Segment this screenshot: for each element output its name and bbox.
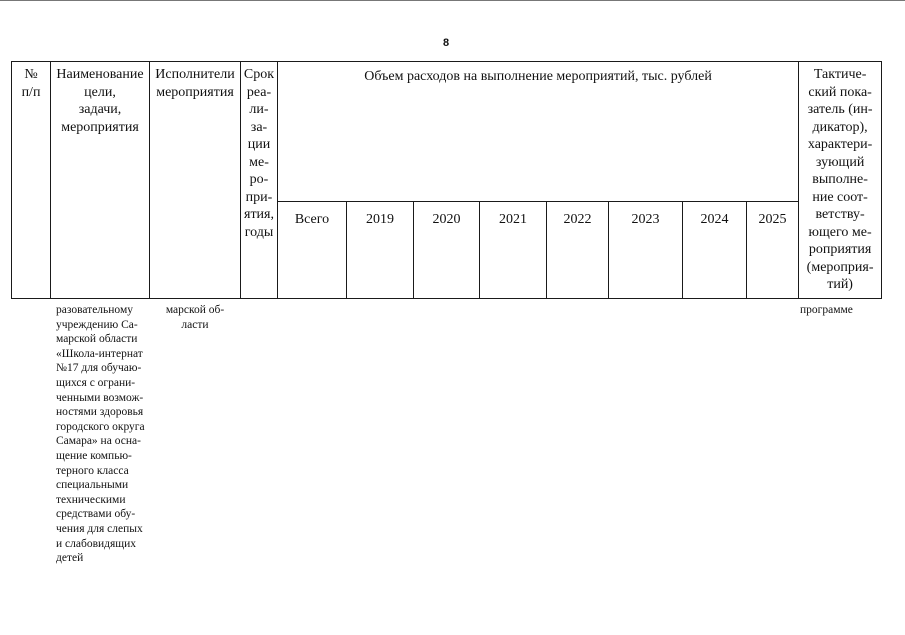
column-expenses-header: [278, 62, 799, 202]
column-total-header: [278, 202, 347, 299]
column-year-2023-label: 2023: [631, 212, 660, 227]
executor-text: марской об- ласти: [165, 304, 225, 331]
column-year-2019-label: 2019: [366, 212, 394, 227]
column-name-header: [51, 62, 150, 299]
column-number-label: № п/п: [21, 67, 41, 100]
column-year-2023-header: [609, 202, 683, 299]
column-total-label: Всего: [294, 212, 330, 227]
column-year-2022-header: [547, 202, 609, 299]
column-executors-label: Исполнители мероприятия: [155, 67, 235, 100]
column-expenses-label: Объем расходов на выполнение мероприятий, тыс. рублей: [364, 69, 712, 84]
column-year-2020-label: 2020: [432, 212, 461, 227]
column-year-2024-label: 2024: [700, 212, 729, 227]
column-number-header: [12, 62, 51, 299]
column-year-2021-label: 2021: [499, 212, 527, 227]
column-indicator-header: [799, 62, 882, 299]
task-description-text: разовательному учреждению Са- марской области «Школа-интернат №17 для обучаю- щихся с ограни- ченными возмож- ностями здоровья городского округа Самара» на осна- щение компью- терного класса специальными техническими средствами обу- чения для слепых и слабовидящих детей: [56, 304, 145, 565]
column-term-header: [241, 62, 278, 299]
program-table-header: [11, 61, 882, 299]
page-number: 8: [442, 37, 450, 49]
page-top-border: [0, 0, 905, 1]
column-year-2025-label: 2025: [758, 212, 787, 227]
column-name-label: Наименование цели, задачи, мероприятия: [56, 67, 144, 135]
indicator-text: программе: [800, 304, 853, 316]
column-year-2022-label: 2022: [563, 212, 592, 227]
column-year-2021-header: [480, 202, 547, 299]
column-year-2020-header: [414, 202, 480, 299]
column-year-2025-header: [747, 202, 799, 299]
column-year-2024-header: [683, 202, 747, 299]
column-indicator-label: Тактиче- ский пока- затель (ин- дикатор), характери- зующий выполне- ние соот- ветству- ющего ме- роприятия (мероприя- тий): [806, 67, 874, 292]
column-executors-header: [150, 62, 241, 299]
column-year-2019-header: [347, 202, 414, 299]
column-term-label: Срок реа- ли- за- ции ме- ро- при- ятия, годы: [243, 67, 275, 240]
